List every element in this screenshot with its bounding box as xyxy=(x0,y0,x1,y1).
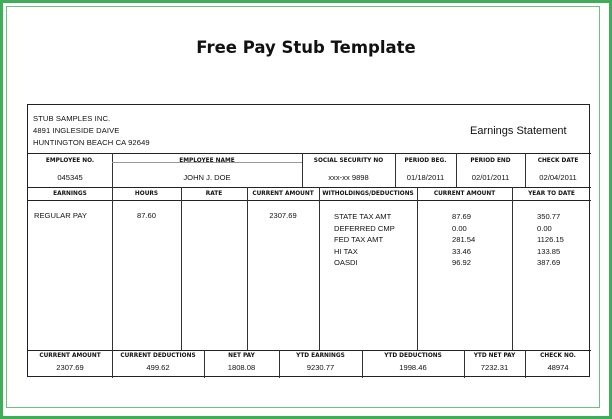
deduction-ytd: 1126.15 xyxy=(537,235,564,244)
deduction-current: 87.69 xyxy=(452,212,472,221)
header-total-current-amount: CURRENT AMOUNT xyxy=(39,353,101,359)
header-ytd-earnings: YTD EARNINGS xyxy=(296,353,345,359)
statement-label: Earnings Statement xyxy=(470,125,567,137)
deduction-names xyxy=(334,211,395,269)
value-employee-name: JOHN J. DOE xyxy=(183,173,231,182)
total-net-pay: 1808.08 xyxy=(227,363,256,372)
total-check-no: 48974 xyxy=(547,363,569,372)
pay-stub xyxy=(27,104,590,377)
page-title: Free Pay Stub Template xyxy=(196,38,416,57)
value-check-date: 02/04/2011 xyxy=(539,173,577,182)
earnings-label: REGULAR PAY xyxy=(34,211,87,220)
deduction-name: FED TAX AMT xyxy=(334,235,384,244)
deduction-current: 33.46 xyxy=(452,246,472,256)
header-earnings: EARNINGS xyxy=(53,191,87,197)
company-block xyxy=(33,113,150,149)
vline-earn-4 xyxy=(319,187,320,350)
header-rate: RATE xyxy=(205,191,223,197)
header-period-end: PERIOD END xyxy=(470,158,511,164)
vline-earn-6 xyxy=(512,187,513,350)
deduction-name: DEFERRED CMP xyxy=(334,223,395,233)
vline-earn-2 xyxy=(181,187,182,350)
deduction-ytd-amounts xyxy=(537,211,564,269)
header-period-beg: PERIOD BEG. xyxy=(404,158,447,164)
deduction-ytd: 0.00 xyxy=(537,223,552,233)
header-ssn: SOCIAL SECURITY NO xyxy=(313,158,384,164)
company-address-line1: 4891 INGLESIDE DAIVE xyxy=(33,126,120,135)
value-employee-no: 045345 xyxy=(57,173,83,182)
deduction-current-amounts xyxy=(452,211,475,269)
earnings-current-amount: 2307.69 xyxy=(269,211,297,220)
company-name: STUB SAMPLES INC. xyxy=(33,114,111,123)
total-current-deductions: 499.62 xyxy=(146,363,170,372)
total-ytd-net-pay: 7232.31 xyxy=(480,363,509,372)
deduction-current: 96.92 xyxy=(452,258,472,267)
earnings-hours: 87.60 xyxy=(136,211,156,220)
header-net-pay: NET PAY xyxy=(228,353,255,359)
header-deduction-current-amount: CURRENT AMOUNT xyxy=(433,191,496,197)
header-current-amount: CURRENT AMOUNT xyxy=(252,191,314,197)
deduction-ytd: 387.69 xyxy=(537,258,561,267)
header-total-current-deductions: CURRENT DEDUCTIONS xyxy=(120,353,196,359)
header-ytd-net-pay: YTD NET PAY xyxy=(473,353,516,359)
header-hours: HOURS xyxy=(134,191,159,197)
header-ytd-deductions: YTD DEDUCTIONS xyxy=(384,353,442,359)
total-ytd-deductions: 1998.46 xyxy=(399,363,427,372)
deduction-name: STATE TAX AMT xyxy=(334,212,392,221)
company-address-line2: HUNTINGTON BEACH CA 92649 xyxy=(33,138,150,147)
header-employee-name: EMPLOYEE NAME xyxy=(179,158,235,164)
vline-earn-5 xyxy=(417,187,418,350)
deduction-current: 281.54 xyxy=(452,235,476,244)
deduction-name: HI TAX xyxy=(334,246,358,256)
header-employee-no: EMPLOYEE NO. xyxy=(45,158,95,164)
value-period-end: 02/01/2011 xyxy=(471,173,510,182)
header-check-no: CHECK NO. xyxy=(540,353,576,359)
header-year-to-date: YEAR TO DATE xyxy=(528,191,575,197)
value-period-beg: 01/18/2011 xyxy=(406,173,445,182)
deduction-current: 0.00 xyxy=(452,223,467,233)
header-check-date: CHECK DATE xyxy=(537,158,579,164)
header-withholdings: WITHOLDINGS/DEDUCTIONS xyxy=(322,191,414,197)
deduction-ytd: 133.85 xyxy=(537,246,561,256)
value-ssn: xxx-xx 9898 xyxy=(328,173,369,182)
total-ytd-earnings: 9230.77 xyxy=(306,363,335,372)
deduction-name: OASDI xyxy=(334,258,358,267)
deduction-ytd: 350.77 xyxy=(537,212,561,221)
total-current-amount: 2307.69 xyxy=(56,363,84,372)
